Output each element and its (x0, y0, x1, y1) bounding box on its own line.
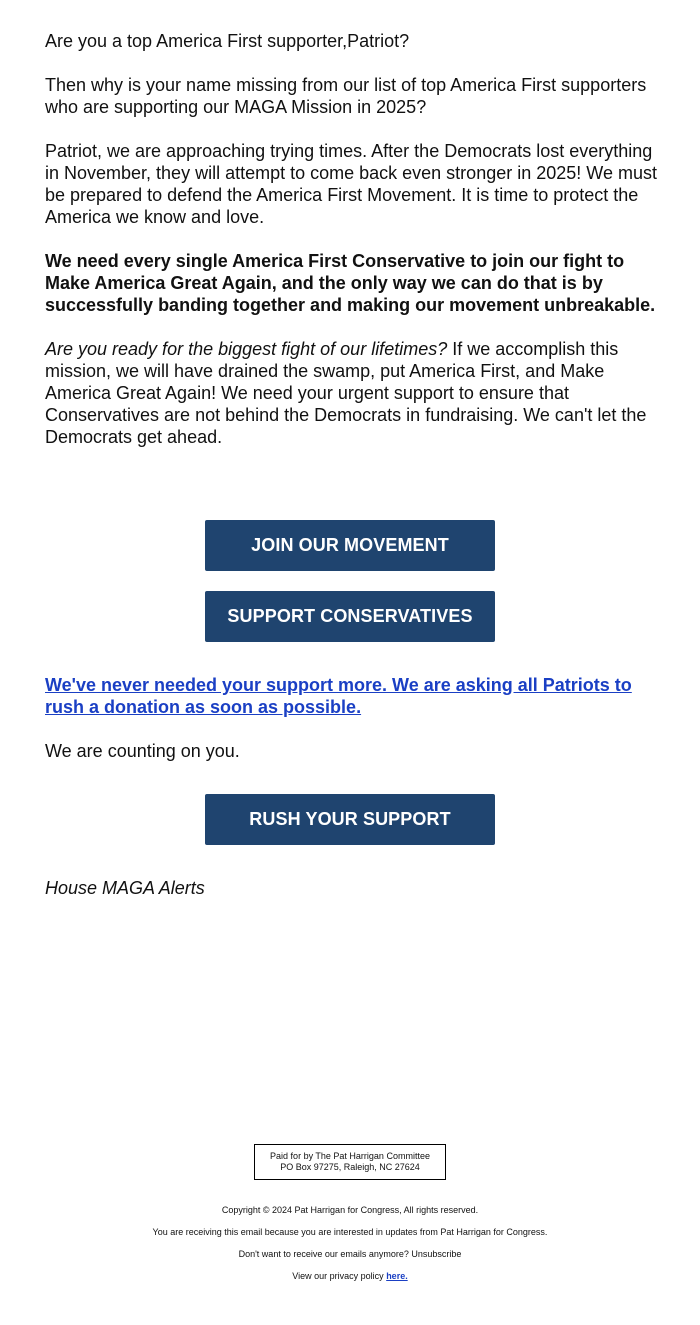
paid-for-line-1: Paid for by The Pat Harrigan Committee (270, 1151, 430, 1161)
privacy-policy-line (0, 1271, 700, 1282)
trying-times-paragraph: Patriot, we are approaching trying times. After the Democrats lost everything in November, they will attempt to come back even stronger in 2025! We must be prepared to defend the America First Movement. It is time to protect the America we know and love. (45, 141, 657, 227)
email-body (45, 30, 657, 470)
ready-question-italic: Are you ready for the biggest fight of our lifetimes? (45, 339, 448, 359)
copyright-text: Copyright © 2024 Pat Harrigan for Congress, All rights reserved. (221, 1205, 479, 1215)
unsubscribe-prefix: Don't want to receive our emails anymore? (238, 1249, 409, 1259)
privacy-prefix: View our privacy policy (292, 1271, 384, 1281)
unsubscribe-link[interactable]: Unsubscribe (411, 1249, 462, 1259)
rush-button-wrap (205, 794, 495, 845)
unsubscribe-line (0, 1249, 700, 1260)
privacy-policy-link[interactable]: here. (386, 1271, 408, 1281)
paid-for-line-2: PO Box 97275, Raleigh, NC 27624 (280, 1162, 420, 1172)
receiving-reason-text: You are receiving this email because you are interested in updates from Pat Harrigan for Congress. (152, 1227, 548, 1237)
join-button-wrap (205, 520, 495, 571)
ready-paragraph-rest: If we accomplish this mission, we will have drained the swamp, put America First, and Make America Great Again! We need your urgent support to ensure that Conservatives are not behind the Democrats in fundraising. We can't let the Democrats get ahead. (45, 339, 647, 447)
paid-for-disclaimer-box (254, 1144, 446, 1180)
counting-on-you-text: We are counting on you. (45, 741, 240, 761)
greeting-text: Are you a top America First supporter,Patriot? (45, 31, 410, 51)
rush-your-support-button[interactable]: RUSH YOUR SUPPORT (205, 794, 495, 845)
bold-appeal-paragraph: We need every single America First Conservative to join our fight to Make America Great Again, and the only way we can do that is by successfully banding together and making our movement unbreakable. (45, 251, 656, 315)
support-button-wrap (205, 591, 495, 642)
missing-name-paragraph: Then why is your name missing from our list of top America First supporters who are supporting our MAGA Mission in 2025? (45, 75, 647, 117)
signoff-text: House MAGA Alerts (45, 878, 205, 898)
ready-paragraph (45, 338, 657, 448)
support-conservatives-button[interactable]: SUPPORT CONSERVATIVES (205, 591, 495, 642)
donation-link[interactable]: We've never needed your support more. We are asking all Patriots to rush a donation as soon as possible. (45, 675, 632, 717)
join-our-movement-button[interactable]: JOIN OUR MOVEMENT (205, 520, 495, 571)
